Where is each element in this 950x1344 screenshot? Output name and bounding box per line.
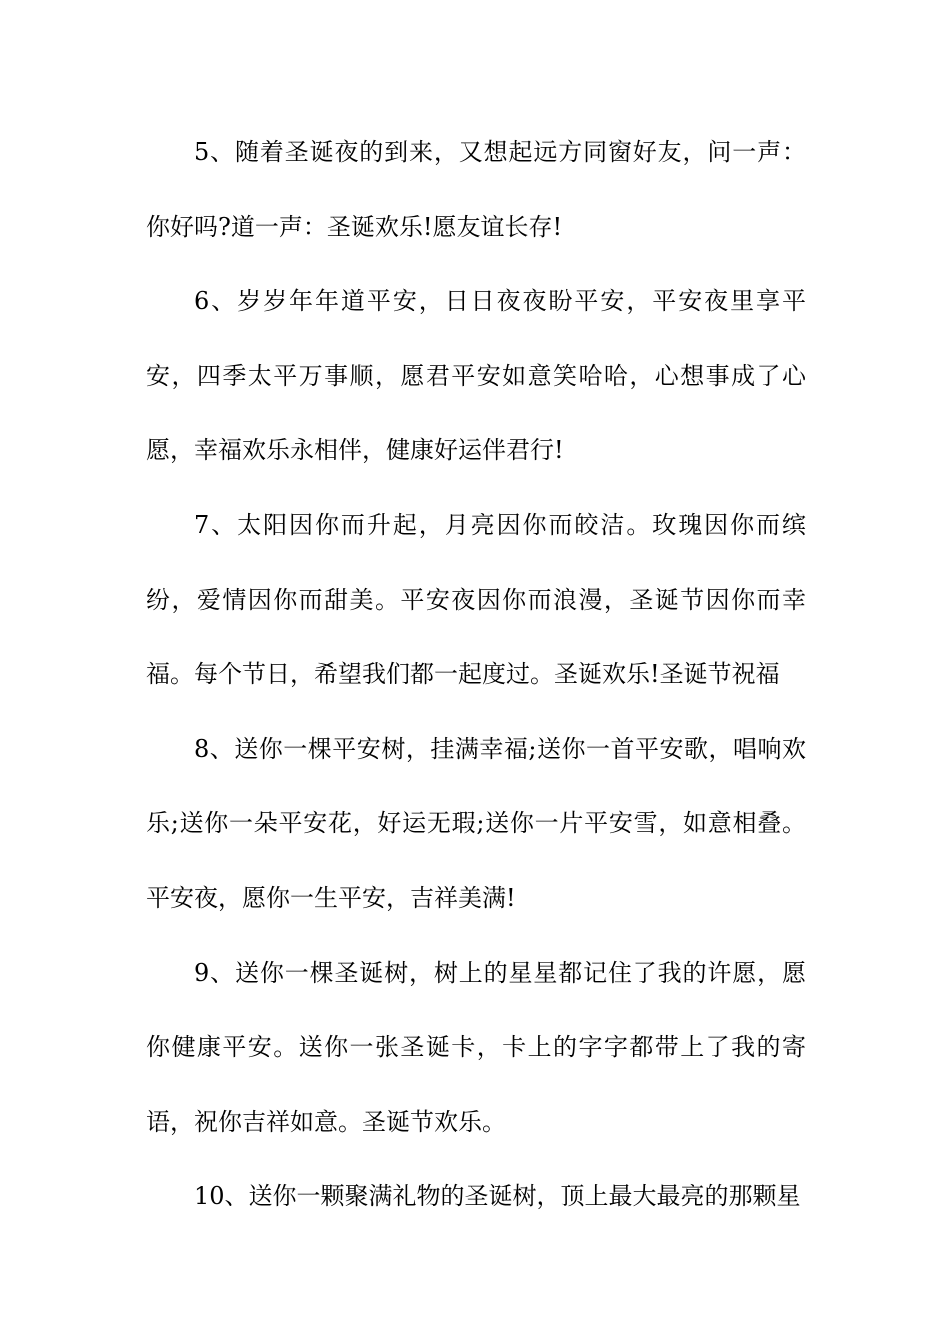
paragraph-10: 10、送你一颗聚满礼物的圣诞树，顶上最大最亮的那颗星 (194, 1182, 801, 1211)
paragraph-8: 8、送你一棵平安树，挂满幸福;送你一首平安歌，唱响欢乐;送你一朵平安花，好运无瑕;送你一片平安雪，如意相叠。平安夜，愿你一生平安，吉祥美满! (146, 734, 806, 912)
paragraph-5: 5、随着圣诞夜的到来，又想起远方同窗好友，问一声：你好吗?道一声：圣诞欢乐!愿友谊长存! (146, 138, 806, 241)
paragraph-6: 6、岁岁年年道平安，日日夜夜盼平安，平安夜里享平安，四季太平万事顺，愿君平安如意笑哈哈，心想事成了心愿，幸福欢乐永相伴，健康好运伴君行! (146, 287, 806, 465)
paragraph-9: 9、送你一棵圣诞树，树上的星星都记住了我的许愿，愿你健康平安。送你一张圣诞卡，卡上的字字都带上了我的寄语，祝你吉祥如意。圣诞节欢乐。 (146, 958, 806, 1136)
paragraph-7: 7、太阳因你而升起，月亮因你而皎洁。玫瑰因你而缤纷，爱情因你而甜美。平安夜因你而浪漫，圣诞节因你而幸福。每个节日，希望我们都一起度过。圣诞欢乐!圣诞节祝福 (146, 510, 806, 689)
document-page (146, 115, 806, 1234)
